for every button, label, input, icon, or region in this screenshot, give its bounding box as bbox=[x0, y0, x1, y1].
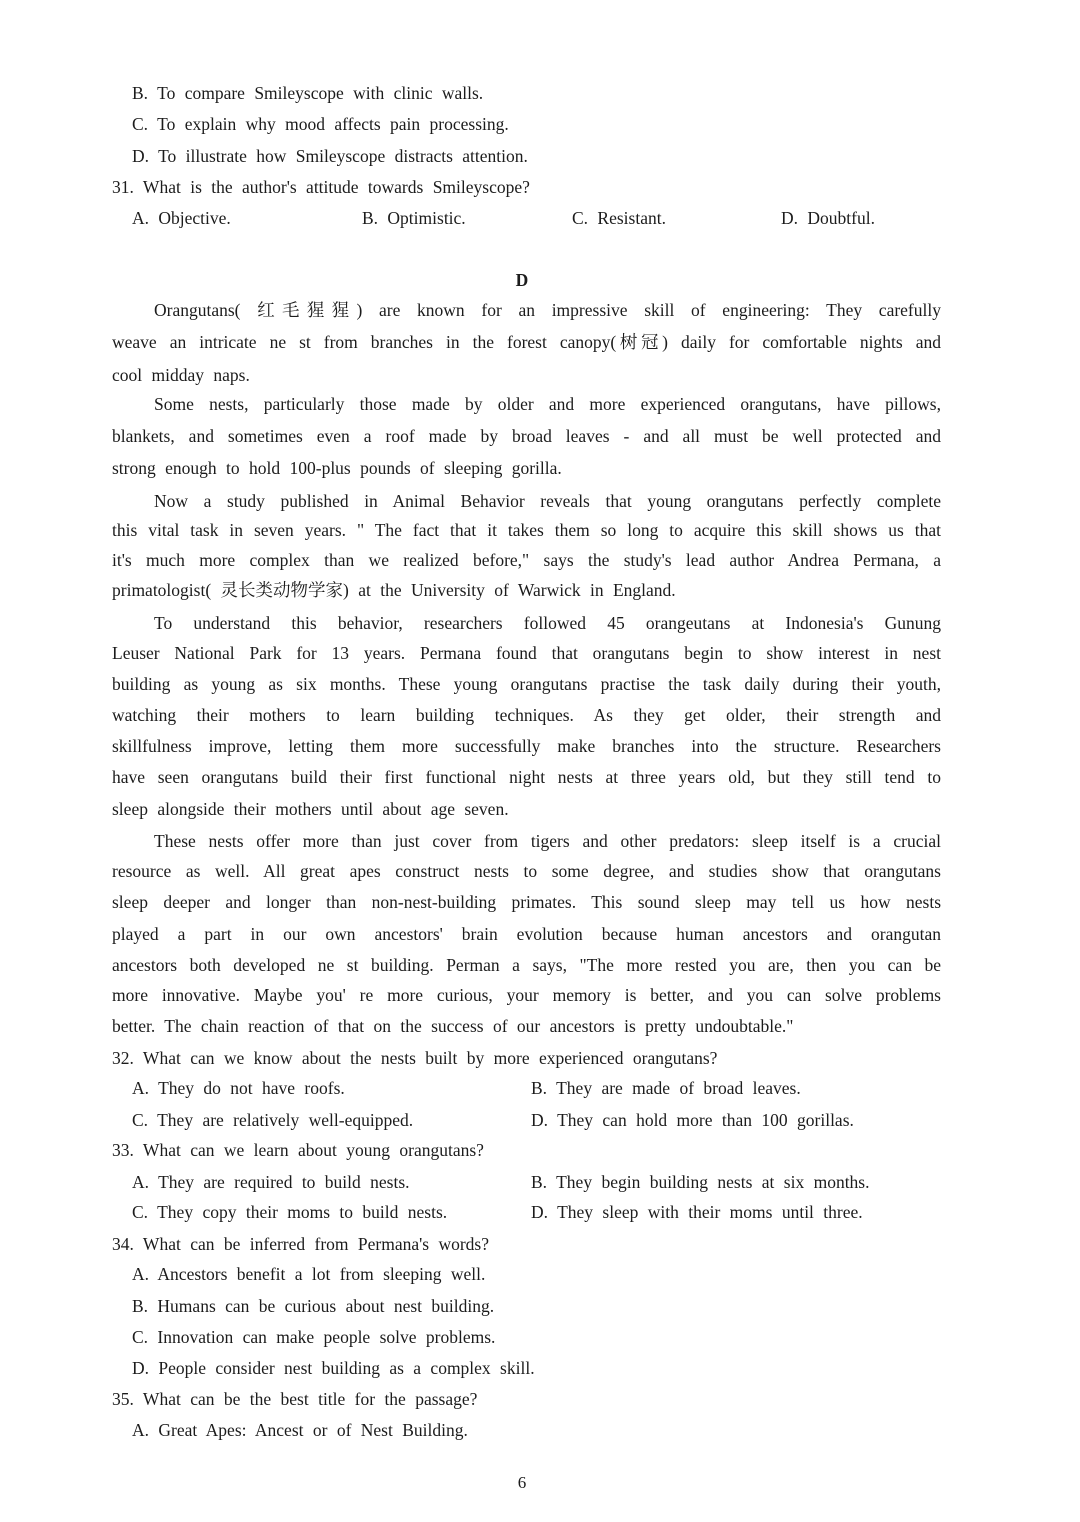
q34-option-a: A. Ancestors benefit a lot from sleeping well. bbox=[132, 1264, 486, 1284]
passage-line: These nests offer more than just cover from tigers and other predators: sleep itself is a crucial bbox=[154, 831, 941, 851]
q31-stem: 31. What is the author's attitude towards Smileyscope? bbox=[112, 177, 530, 197]
passage-line: cool midday naps. bbox=[112, 365, 250, 385]
q32-option-b: B. They are made of broad leaves. bbox=[531, 1078, 801, 1098]
passage-line: sleep deeper and longer than non-nest-building primates. This sound sleep may tell us how nests bbox=[112, 892, 941, 912]
passage-line: watching their mothers to learn building techniques. As they get older, their strength and bbox=[112, 705, 941, 725]
passage-line: To understand this behavior, researchers followed 45 orangeutans at Indonesia's Gunung bbox=[154, 613, 941, 633]
page-number: 6 bbox=[517, 1473, 527, 1492]
passage-line: this vital task in seven years. " The fact that it takes them so long to acquire this skill shows us that bbox=[112, 520, 941, 540]
passage-line: blankets, and sometimes even a roof made by broad leaves - and all must be well protected and bbox=[112, 426, 941, 446]
q34-option-d: D. People consider nest building as a complex skill. bbox=[132, 1358, 535, 1378]
section-heading: D bbox=[515, 270, 529, 290]
q33-option-c: C. They copy their moms to build nests. bbox=[132, 1202, 448, 1222]
q35-stem: 35. What can be the best title for the passage? bbox=[112, 1389, 478, 1409]
passage-line: Orangutans( 红毛猩猩) are known for an impressive skill of engineering: They carefully bbox=[154, 300, 941, 320]
passage-line: have seen orangutans build their first functional night nests at three years old, but they still tend to bbox=[112, 767, 941, 787]
passage-line: strong enough to hold 100-plus pounds of sleeping gorilla. bbox=[112, 458, 562, 478]
passage-line: more innovative. Maybe you' re more curious, your memory is better, and you can solve problems bbox=[112, 985, 941, 1005]
q34-option-c: C. Innovation can make people solve problems. bbox=[132, 1327, 496, 1347]
q31-option-b: B. Optimistic. bbox=[362, 208, 466, 228]
q33-option-b: B. They begin building nests at six months. bbox=[531, 1172, 870, 1192]
q33-option-d: D. They sleep with their moms until three. bbox=[531, 1202, 863, 1222]
passage-line: building as young as six months. These young orangutans practise the task daily during their youth, bbox=[112, 674, 941, 694]
q31-option-d: D. Doubtful. bbox=[781, 208, 875, 228]
q32-option-c: C. They are relatively well-equipped. bbox=[132, 1110, 414, 1130]
passage-line: it's much more complex than we realized before," says the study's lead author Andrea Permana, a bbox=[112, 550, 941, 570]
q32-stem: 32. What can we know about the nests built by more experienced orangutans? bbox=[112, 1048, 718, 1068]
q31-option-c: C. Resistant. bbox=[572, 208, 666, 228]
q32-option-d: D. They can hold more than 100 gorillas. bbox=[531, 1110, 854, 1130]
passage-line: better. The chain reaction of that on the success of our ancestors is pretty undoubtable." bbox=[112, 1016, 794, 1036]
q34-option-b: B. Humans can be curious about nest building. bbox=[132, 1296, 495, 1316]
q30-option-d: D. To illustrate how Smileyscope distracts attention. bbox=[132, 146, 528, 166]
q33-stem: 33. What can we learn about young orangutans? bbox=[112, 1140, 484, 1160]
q32-option-a: A. They do not have roofs. bbox=[132, 1078, 345, 1098]
passage-line: Leuser National Park for 13 years. Permana found that orangutans begin to show interest in nest bbox=[112, 643, 941, 663]
passage-line: primatologist( 灵长类动物学家) at the University of Warwick in England. bbox=[112, 580, 676, 600]
passage-line: skillfulness improve, letting them more successfully make branches into the structure. Researchers bbox=[112, 736, 941, 756]
q35-option-a: A. Great Apes: Ancest or of Nest Building. bbox=[132, 1420, 468, 1440]
passage-line: weave an intricate ne st from branches in the forest canopy(树冠) daily for comfortable nights and bbox=[112, 332, 941, 352]
passage-line: sleep alongside their mothers until about age seven. bbox=[112, 799, 509, 819]
passage-line: resource as well. All great apes construct nests to some degree, and studies show that orangutans bbox=[112, 861, 941, 881]
q31-option-a: A. Objective. bbox=[132, 208, 231, 228]
q30-option-b: B. To compare Smileyscope with clinic walls. bbox=[132, 83, 484, 103]
passage-line: ancestors both developed ne st building. Perman a says, "The more rested you are, then you can be bbox=[112, 955, 941, 975]
passage-line: Some nests, particularly those made by older and more experienced orangutans, have pillows, bbox=[154, 394, 941, 414]
q30-option-c: C. To explain why mood affects pain processing. bbox=[132, 114, 509, 134]
passage-line: played a part in our own ancestors' brain evolution because human ancestors and orangutan bbox=[112, 924, 941, 944]
q34-stem: 34. What can be inferred from Permana's words? bbox=[112, 1234, 490, 1254]
q33-option-a: A. They are required to build nests. bbox=[132, 1172, 410, 1192]
passage-line: Now a study published in Animal Behavior reveals that young orangutans perfectly complete bbox=[154, 491, 941, 511]
